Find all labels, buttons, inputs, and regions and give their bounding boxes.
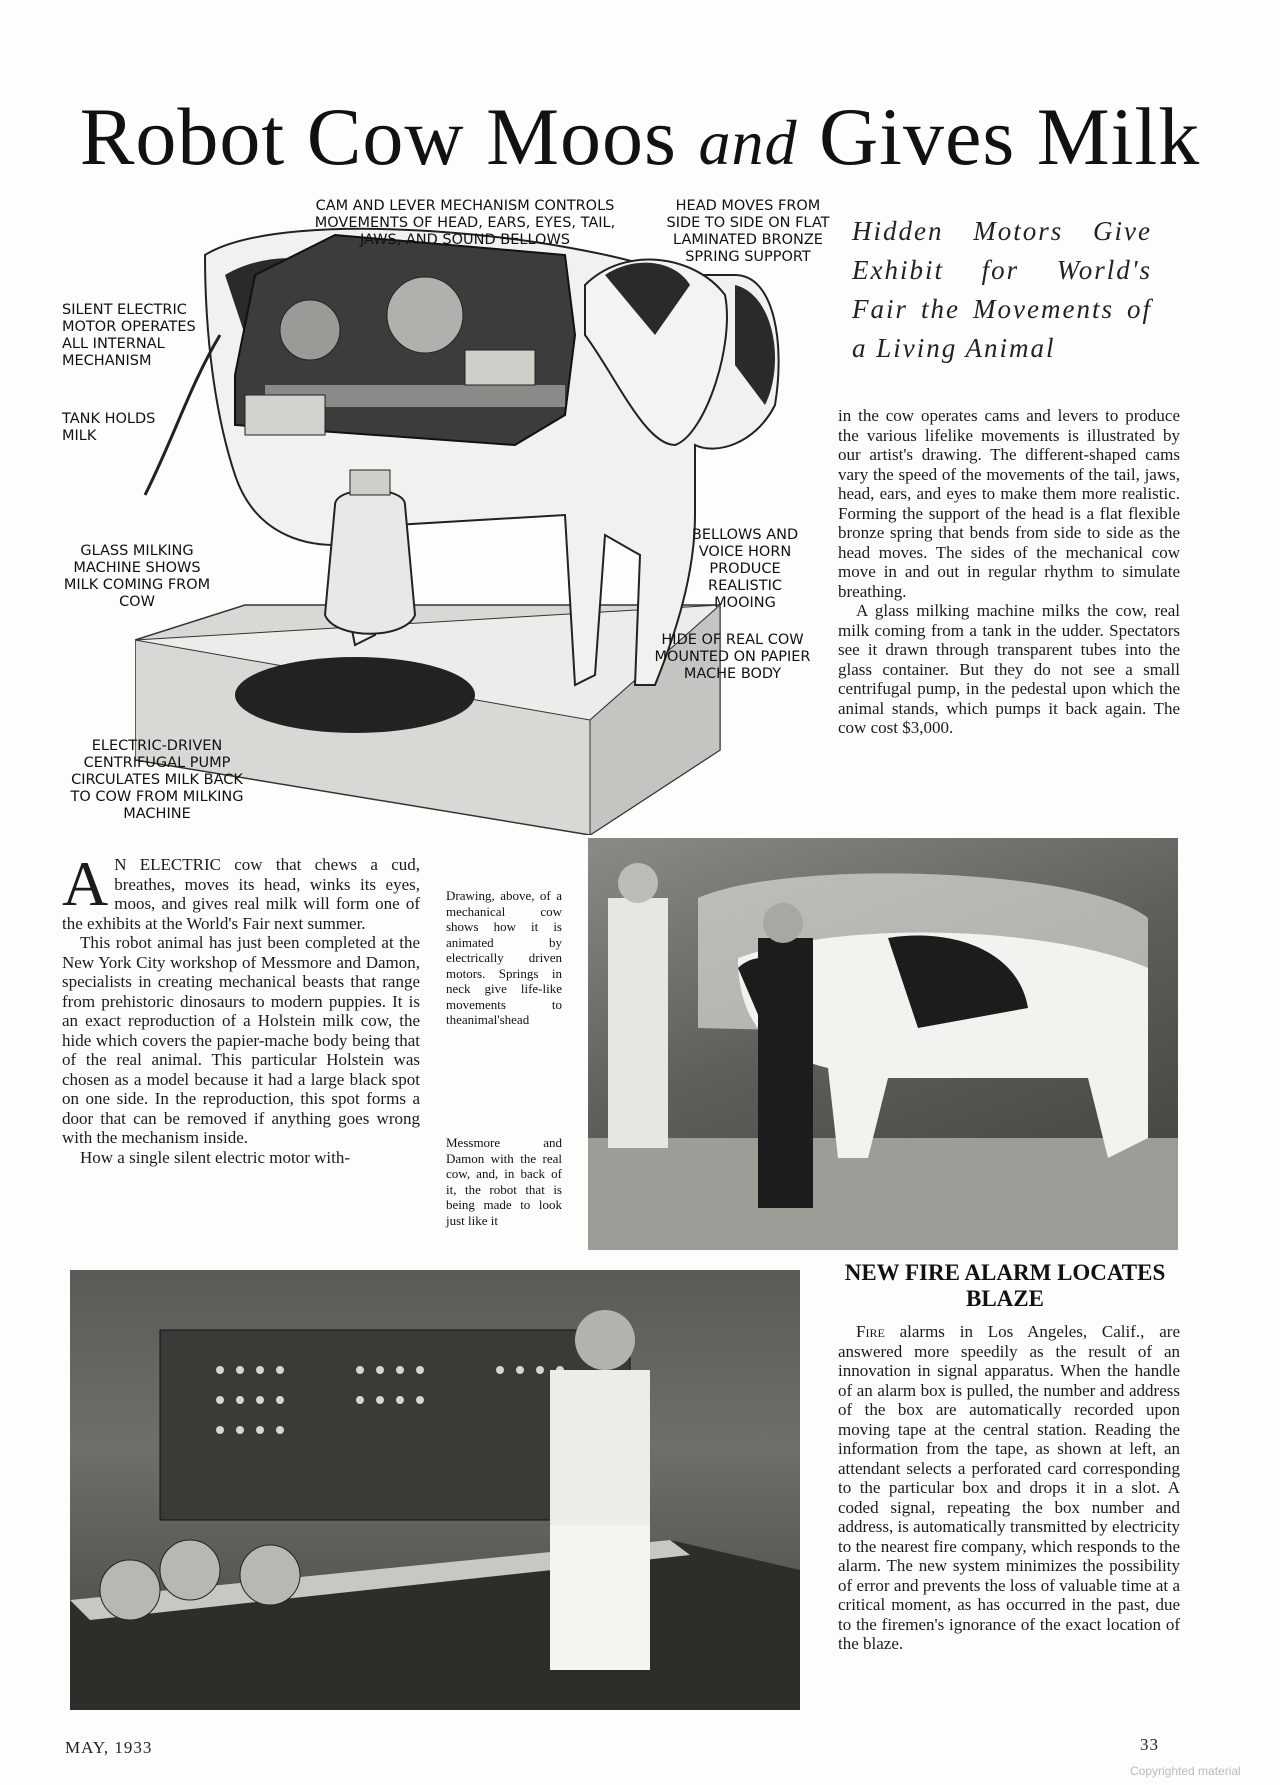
- article-paragraph: This robot animal has just been completed at the New York City workshop of Messmore and Damon, specialists in creating mechanical beasts that range from prehistoric dinosaurs to modern puppies. It is an exact reproduction of a Holstein milk cow, the hide which covers the papier-mache body being that of the real animal. This particular Holstein was chosen as a model because it had a large black spot on one side. In the reproduction, this spot forms a door that can be removed if anything goes wrong with the mechanism inside.: [62, 933, 420, 1147]
- article-paragraph: A glass milking machine milks the cow, real milk coming from a tank in the udder. Spectators see it drawn through transparent tubes into the glass container. But they do not see a small centrifugal pump, in the pedestal upon which the animal stands, which pumps it back again. The cow cost $3,000.: [838, 601, 1180, 737]
- article-paragraph: How a single silent electric motor with-: [80, 1147, 351, 1167]
- callout-cam-lever: CAM AND LEVER MECHANISM CONTROLS MOVEMENTS OF HEAD, EARS, EYES, TAIL, JAWS, AND SOUND BELLOWS: [314, 198, 616, 248]
- fire-alarm-console: [70, 1270, 800, 1710]
- article-subhead: Hidden Motors Give Exhibit for World's Fair the Movements of a Living Animal: [852, 216, 1152, 363]
- drop-cap: A: [62, 848, 109, 919]
- callout-glass-milking-machine: GLASS MILKING MACHINE SHOWS MILK COMING FROM COW: [63, 543, 211, 610]
- article-lead: A N ELECTRIC cow that chews a cud, breathes, moves its head, winks its eyes, moos, and gives real milk will form one of the exhibits at the World's Fair next summer.: [62, 848, 420, 933]
- callout-hide: HIDE OF REAL COW MOUNTED ON PAPIER MACHE BODY: [654, 632, 811, 682]
- article-right-column: [838, 406, 1180, 738]
- callout-head-spring: HEAD MOVES FROM SIDE TO SIDE ON FLAT LAMINATED BRONZE SPRING SUPPORT: [666, 198, 830, 265]
- callout-bellows: BELLOWS AND VOICE HORN PRODUCE REALISTIC MOOING: [691, 527, 799, 611]
- footer-page-number: 33: [1140, 1735, 1159, 1754]
- cow-photo-figures: [588, 838, 1178, 1250]
- drawing-caption: Drawing, above, of a mechanical cow shows how it is animated by electrically driven motors. Springs in neck give life-like movements to theanimal'shead: [446, 888, 562, 1027]
- footer-issue: MAY, 1933: [65, 1738, 153, 1757]
- callout-electric-motor: SILENT ELECTRIC MOTOR OPERATES ALL INTERNAL MECHANISM: [62, 302, 196, 369]
- fire-lead-word: Fire: [856, 1322, 885, 1341]
- fire-alarm-photo: [70, 1270, 800, 1710]
- photo-caption: Messmore and Damon with the real cow, and, in back of it, the robot that is being made to look just like it: [446, 1135, 562, 1228]
- cow-photo: [588, 838, 1178, 1250]
- copyright-watermark: Copyrighted material: [1130, 1764, 1241, 1778]
- callout-centrifugal-pump: ELECTRIC-DRIVEN CENTRIFUGAL PUMP CIRCULATES MILK BACK TO COW FROM MILKING MACHINE: [70, 738, 244, 822]
- page-title: Robot Cow Moos and Gives Milk: [79, 91, 1201, 182]
- fire-alarm-body: Fire alarms in Los Angeles, Calif., are answered more speedily as the result of an innovation in signal apparatus. When the handle of an alarm box is pulled, the number and address of the box are automatically recorded upon moving tape at the central station. Reading the information from the tape, as shown at left, an attendant selects a perforated card corresponding to the particular box and drops it in a slot. A coded signal, repeating the box number and address, is automatically transmitted by electricity to the nearest fire company, which responds to the alarm. The new system minimizes the possibility of error and prevents the loss of valuable time at a critical moment, as has occurred in the past, due to the firemen's ignorance of the exact location of the blaze.: [838, 1322, 1180, 1653]
- article-left-column: [62, 848, 420, 1167]
- fire-alarm-headline: NEW FIRE ALARM LOCATES BLAZE: [844, 1260, 1166, 1311]
- article-paragraph: in the cow operates cams and levers to produce the various lifelike movements is illustrated by our artist's drawing. The different-shaped cams vary the speed of the movements of the tail, jaws, head, ears, and eyes to make them more realistic. Forming the support of the head is a flat flexible bronze spring that bends from side to side as the head moves. The sides of the mechanical cow move in and out in regular rhythm to simulate breathing.: [838, 406, 1180, 601]
- callout-tank: TANK HOLDS MILK: [62, 411, 156, 444]
